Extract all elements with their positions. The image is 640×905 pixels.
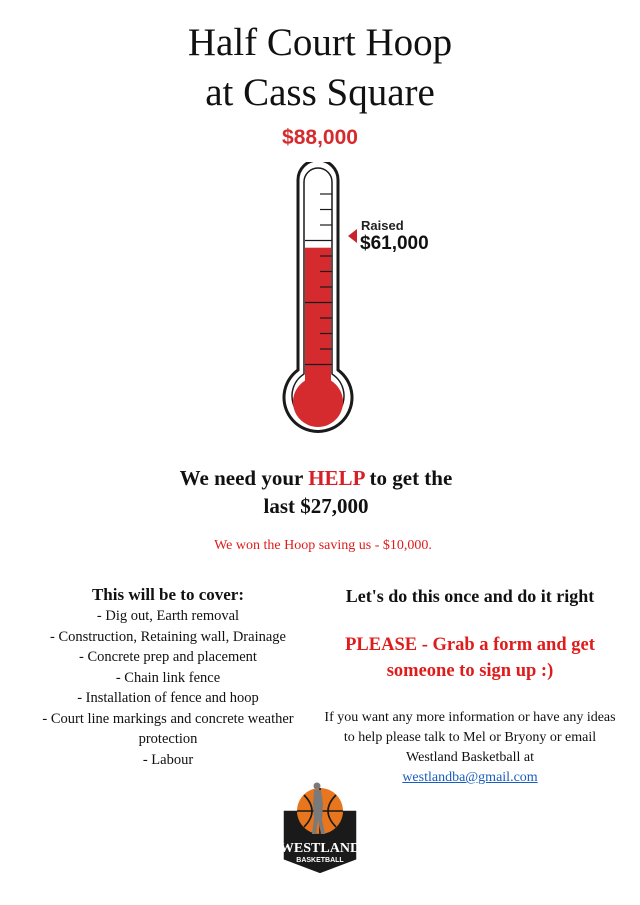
- westland-basketball-logo: [277, 780, 363, 876]
- contact-info: [322, 708, 618, 788]
- thermometer-bulb: [293, 377, 343, 427]
- raised-label: Raised: [361, 218, 404, 233]
- email-link[interactable]: westlandba@gmail.com: [402, 770, 538, 785]
- cover-item: - Labour: [142, 751, 194, 768]
- title-line-2: at Cass Square: [205, 71, 435, 114]
- cover-item: - Dig out, Earth removal: [96, 608, 240, 624]
- cover-item: - Installation of fence and hoop: [77, 690, 259, 706]
- cover-item: - Chain link fence: [115, 669, 221, 686]
- need-help-word: HELP: [308, 466, 365, 490]
- title-line-1: Half Court Hoop: [187, 21, 453, 64]
- please-sign-up: PLEASE - Grab a form and get someone to sign up :): [345, 635, 595, 681]
- thermometer-fill: [305, 248, 331, 396]
- logo-name: WESTLAND: [279, 841, 361, 856]
- once-heading: Let's do this once and do it right: [345, 586, 595, 606]
- cover-heading: This will be to cover:: [91, 585, 245, 604]
- need-prefix: We need your: [179, 466, 309, 490]
- need-amount: last $27,000: [263, 494, 369, 518]
- call-to-action: [322, 584, 618, 788]
- logo-subtitle: BASKETBALL: [296, 857, 344, 864]
- page-title: [0, 18, 640, 118]
- cover-item: - Concrete prep and placement: [79, 649, 257, 665]
- cover-item: - Court line markings and concrete weather protection: [42, 710, 294, 747]
- fundraising-thermometer: [270, 162, 366, 444]
- contact-text: If you want any more information or have any ideas to help please talk to Mel or Bryony or email Westland Basketball at: [324, 710, 616, 765]
- need-help-heading: [0, 464, 632, 520]
- raised-amount: $61,000: [360, 233, 429, 254]
- cover-list: [22, 584, 314, 770]
- won-note: We won the Hoop saving us - $10,000.: [214, 538, 432, 553]
- raised-pointer-icon: [348, 229, 357, 243]
- goal-amount: $88,000: [282, 126, 358, 149]
- cover-item: - Construction, Retaining wall, Drainage: [50, 628, 286, 645]
- need-suffix: to get the: [364, 466, 453, 490]
